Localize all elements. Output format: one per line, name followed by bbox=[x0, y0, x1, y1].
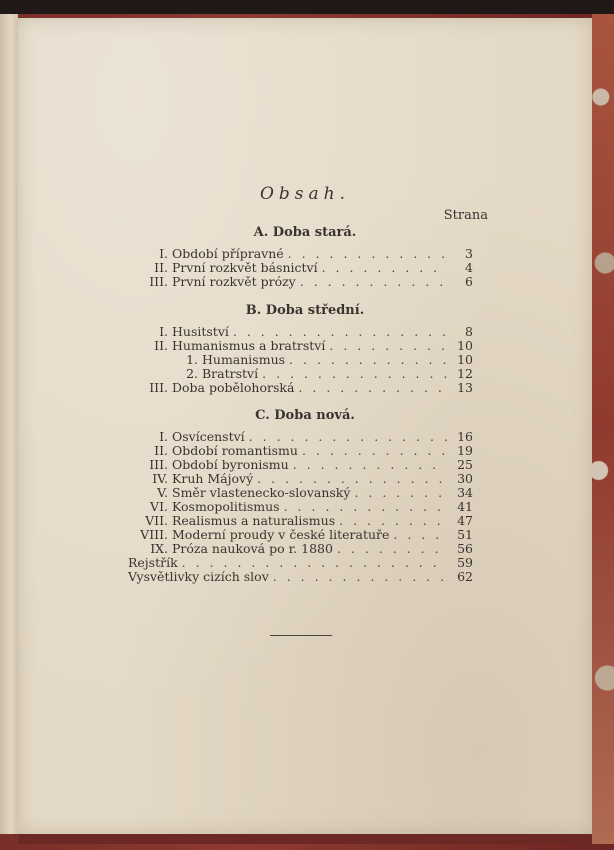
entry-label: Období přípravné bbox=[172, 246, 284, 261]
entry-label: Vysvětlivky cizích slov bbox=[128, 569, 269, 584]
toc-entry bbox=[128, 472, 473, 486]
leader-dots bbox=[273, 570, 447, 584]
entry-page: 6 bbox=[465, 274, 473, 289]
entry-page: 3 bbox=[465, 246, 473, 261]
entry-number: V. bbox=[157, 485, 168, 500]
leader-dots bbox=[339, 514, 447, 528]
leader-dots bbox=[300, 275, 447, 289]
entry-label: Směr vlastenecko-slovanský bbox=[172, 485, 351, 500]
entry-number: I. bbox=[159, 429, 168, 444]
entry-page: 10 bbox=[457, 352, 473, 367]
entry-page: 4 bbox=[465, 260, 473, 275]
entry-label: Kruh Májový bbox=[172, 471, 254, 486]
entry-page: 16 bbox=[457, 429, 473, 444]
entry-label: Doba pobělohorská bbox=[172, 380, 295, 395]
page-title: Obsah. bbox=[259, 184, 351, 204]
entry-label: Osvícenství bbox=[172, 429, 245, 444]
entry-page: 56 bbox=[457, 541, 473, 556]
leader-dots bbox=[354, 486, 447, 500]
toc-entry bbox=[128, 247, 473, 261]
entry-number: I. bbox=[159, 246, 168, 261]
entry-page: 13 bbox=[457, 380, 473, 395]
toc-entry bbox=[128, 261, 473, 275]
entry-number: II. bbox=[154, 338, 168, 353]
leader-dots bbox=[182, 556, 447, 570]
entry-number: II. bbox=[154, 260, 168, 275]
toc-subentry bbox=[128, 367, 473, 381]
toc-entry bbox=[128, 430, 473, 444]
closing-rule bbox=[270, 635, 332, 636]
entry-page: 19 bbox=[457, 443, 473, 458]
section-heading-a: A. Doba stará. bbox=[253, 225, 357, 240]
leader-dots bbox=[288, 247, 447, 261]
leader-dots bbox=[329, 339, 447, 353]
entry-label: První rozkvět básnictví bbox=[172, 260, 318, 275]
toc-entry bbox=[128, 528, 473, 542]
toc-entry bbox=[128, 500, 473, 514]
toc-subentry bbox=[128, 353, 473, 367]
entry-label: Moderní proudy v české literatuře bbox=[172, 527, 390, 542]
entry-label: Humanismus bbox=[202, 352, 286, 367]
entry-page: 12 bbox=[457, 366, 473, 381]
marbled-edge bbox=[592, 14, 614, 844]
leader-dots bbox=[262, 367, 447, 381]
entry-number: III. bbox=[149, 457, 168, 472]
toc-entry bbox=[128, 381, 473, 395]
entry-number: III. bbox=[149, 380, 168, 395]
entry-number: III. bbox=[149, 274, 168, 289]
toc-entry bbox=[128, 542, 473, 556]
entry-number: I. bbox=[159, 324, 168, 339]
entry-number: VII. bbox=[145, 513, 168, 528]
entry-label: První rozkvět prózy bbox=[172, 274, 296, 289]
toc-entry-glossary bbox=[128, 570, 473, 584]
entry-page: 34 bbox=[457, 485, 473, 500]
leader-dots bbox=[284, 500, 447, 514]
entry-page: 47 bbox=[457, 513, 473, 528]
entry-label: Období romantismu bbox=[172, 443, 298, 458]
toc-entry bbox=[128, 514, 473, 528]
entry-label: Bratrství bbox=[202, 366, 259, 381]
toc-entry bbox=[128, 275, 473, 289]
entry-label: Humanismus a bratrství bbox=[172, 338, 326, 353]
table-of-contents bbox=[18, 18, 592, 834]
entry-page: 8 bbox=[465, 324, 473, 339]
entry-number: IV. bbox=[152, 471, 168, 486]
leader-dots bbox=[337, 542, 447, 556]
entry-label: Období byronismu bbox=[172, 457, 289, 472]
toc-entry bbox=[128, 458, 473, 472]
toc-entry bbox=[128, 444, 473, 458]
entry-label: Realismus a naturalismus bbox=[172, 513, 336, 528]
entry-number: 1. bbox=[186, 352, 198, 367]
page-column-header: Strana bbox=[443, 208, 488, 223]
toc-entry bbox=[128, 486, 473, 500]
entry-number: II. bbox=[154, 443, 168, 458]
entry-page: 30 bbox=[457, 471, 473, 486]
section-heading-b: B. Doba střední. bbox=[245, 303, 365, 318]
entry-page: 41 bbox=[457, 499, 473, 514]
leader-dots bbox=[298, 381, 447, 395]
leader-dots bbox=[289, 353, 447, 367]
toc-entry bbox=[128, 325, 473, 339]
leader-dots bbox=[233, 325, 447, 339]
entry-label: Rejstřík bbox=[128, 555, 178, 570]
entry-number: VIII. bbox=[140, 527, 168, 542]
entry-label: Próza nauková po r. 1880 bbox=[172, 541, 333, 556]
entry-number: 2. bbox=[186, 366, 198, 381]
leader-dots bbox=[322, 261, 447, 275]
toc-entry-index bbox=[128, 556, 473, 570]
entry-number: IX. bbox=[150, 541, 168, 556]
entry-page: 62 bbox=[457, 569, 473, 584]
entry-label: Kosmopolitismus bbox=[172, 499, 280, 514]
entry-page: 10 bbox=[457, 338, 473, 353]
leader-dots bbox=[257, 472, 447, 486]
entry-number: VI. bbox=[150, 499, 168, 514]
leader-dots bbox=[293, 458, 447, 472]
cover-top-edge bbox=[0, 0, 614, 14]
entry-page: 59 bbox=[457, 555, 473, 570]
section-heading-c: C. Doba nová. bbox=[255, 408, 355, 423]
entry-label: Husitství bbox=[172, 324, 229, 339]
entry-page: 25 bbox=[457, 457, 473, 472]
entry-page: 51 bbox=[457, 527, 473, 542]
toc-entry bbox=[128, 339, 473, 353]
cover-bottom-edge bbox=[18, 834, 592, 844]
leader-dots bbox=[302, 444, 447, 458]
leader-dots bbox=[393, 528, 447, 542]
leader-dots bbox=[249, 430, 447, 444]
book-gutter bbox=[0, 14, 18, 834]
book-page bbox=[18, 18, 592, 834]
